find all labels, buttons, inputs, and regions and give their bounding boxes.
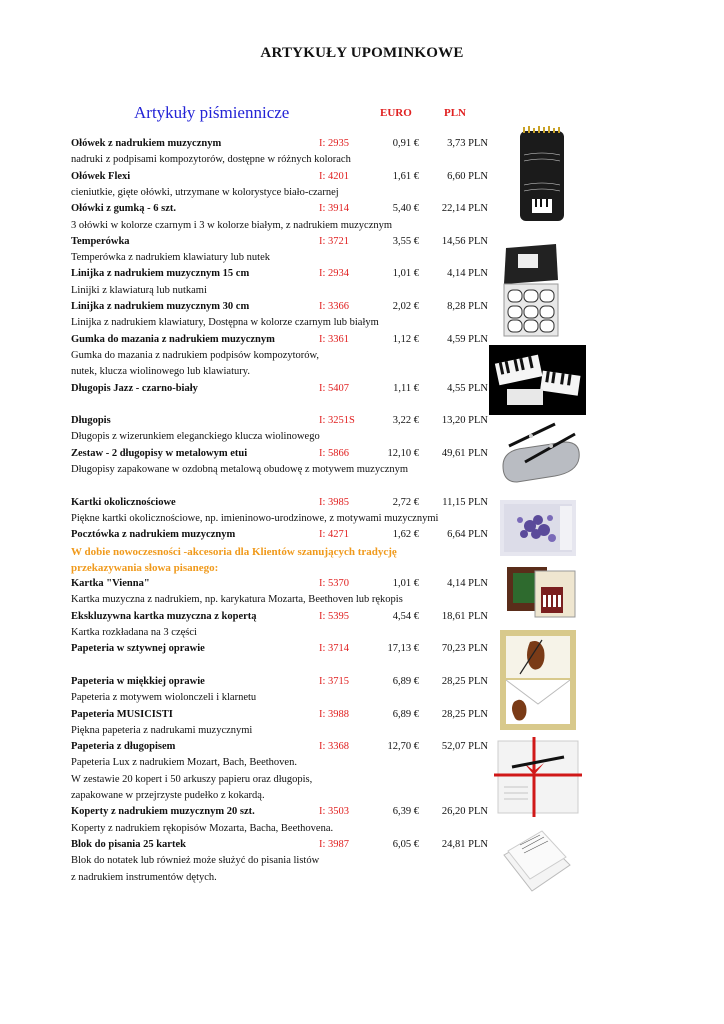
vienna-cards-image (505, 565, 577, 623)
product-name: Papeteria w sztywnej oprawie (71, 643, 205, 655)
product-description (71, 755, 501, 771)
product-row (71, 674, 501, 690)
column-header-pln: PLN (444, 107, 466, 119)
price-pln: 28,25 PLN (441, 708, 488, 720)
description-text: nutek, klucza wiolinowego lub klawiatury. (71, 366, 250, 378)
product-description (71, 250, 501, 266)
writing-pad-image (500, 825, 572, 895)
sharpeners-box-image (500, 240, 562, 340)
product-code: I: 3361 (319, 333, 350, 345)
price-pln: 11,15 PLN (442, 496, 488, 508)
description-text: Temperówka z nadrukiem klawiatury lub nutek (71, 252, 270, 264)
price-pln: 4,14 PLN (447, 578, 488, 590)
product-row (71, 234, 501, 250)
product-row (71, 266, 501, 282)
product-name: Kartki okolicznościowe (71, 496, 176, 508)
product-code: I: 5407 (319, 382, 350, 394)
product-code: I: 2935 (319, 138, 350, 149)
product-description (71, 788, 501, 804)
pencils-tube-image (512, 125, 572, 225)
description-text: Blok do notatek lub również może służyć do pisania listów (71, 855, 320, 867)
product-code: I: 3251S (319, 415, 355, 427)
product-description (71, 185, 501, 201)
price-pln: 26,20 PLN (441, 806, 488, 818)
section-heading: Artykuły piśmiennicze (134, 103, 290, 122)
price-euro: 6,39 € (392, 806, 419, 818)
product-name: Ołówki z gumką - 6 szt. (71, 203, 176, 215)
product-row (71, 804, 501, 820)
product-description (71, 690, 501, 706)
description-text: 3 ołówki w kolorze czarnym i 3 w kolorze białym, z nadrukiem muzycznym (71, 219, 393, 231)
product-description (71, 511, 501, 527)
description-text: Kartka rozkładana na 3 części (71, 627, 197, 638)
price-euro: 6,89 € (392, 675, 419, 687)
description-text: zapakowane w przejrzyste pudełko z kokardą. (71, 790, 265, 801)
description-text: Papeteria Lux z nadrukiem Mozart, Bach, Beethoven. (71, 757, 297, 769)
product-name: Ołówek z nadrukiem muzycznym (71, 138, 222, 149)
price-euro: 1,01 € (392, 268, 419, 280)
price-pln: 3,73 PLN (447, 138, 488, 149)
price-pln: 4,59 PLN (447, 333, 488, 345)
product-row (71, 413, 501, 429)
price-euro: 1,01 € (392, 578, 419, 590)
price-pln: 22,14 PLN (441, 203, 488, 215)
product-description (71, 625, 501, 641)
product-code: I: 4201 (319, 170, 350, 182)
price-pln: 18,61 PLN (441, 610, 488, 622)
product-row (71, 169, 501, 185)
product-row (71, 837, 501, 853)
product-code: I: 3988 (319, 708, 350, 720)
promo-text: przekazywania słowa pisanego: (71, 561, 219, 574)
product-name: Ekskluzywna kartka muzyczna z kopertą (71, 610, 257, 622)
description-text: Linijka z nadrukiem klawiatury, Dostępna w kolorze czarnym lub białym (71, 317, 379, 329)
price-pln: 8,28 PLN (447, 301, 488, 312)
price-euro: 12,70 € (387, 741, 419, 753)
product-code: I: 5866 (319, 447, 350, 459)
product-code: I: 3503 (319, 806, 350, 818)
product-description (71, 723, 501, 739)
price-pln: 24,81 PLN (441, 838, 488, 850)
product-name: Temperówka (71, 235, 130, 247)
spacer (71, 478, 501, 494)
product-code: I: 3366 (319, 301, 350, 312)
description-text: Linijki z klawiaturą lub nutkami (71, 284, 207, 296)
product-name: Linijka z nadrukiem muzycznym 15 cm (71, 268, 250, 280)
description-text: z nadrukiem instrumentów dętych. (71, 871, 217, 883)
product-name: Długopis (71, 415, 111, 427)
price-euro: 3,22 € (392, 415, 419, 427)
product-description (71, 348, 501, 364)
description-text: nadruki z podpisami kompozytorów, dostępne w różnych kolorach (71, 154, 351, 166)
product-row (71, 201, 501, 217)
greeting-cards-image (500, 500, 576, 556)
page-title: ARTYKUŁY UPOMINKOWE (260, 45, 464, 61)
column-header-euro: EURO (380, 107, 412, 119)
price-pln: 13,20 PLN (441, 415, 488, 427)
price-pln: 6,60 PLN (447, 170, 488, 182)
description-text: Długopisy zapakowane w ozdobną metalową obudowę z motywem muzycznym (71, 464, 409, 475)
product-code: I: 4271 (319, 529, 350, 541)
price-euro: 6,05 € (392, 838, 419, 850)
description-text: Koperty z nadrukiem rękopisów Mozarta, Bacha, Beethovena. (71, 822, 334, 834)
product-description (71, 283, 501, 299)
description-text: Piękne kartki okolicznościowe, np. imieninowo-urodzinowe, z motywami muzycznymi (71, 512, 439, 524)
price-euro: 1,12 € (392, 333, 419, 345)
product-name: Papeteria z długopisem (71, 741, 176, 753)
product-description (71, 429, 501, 445)
stationery-image (500, 630, 576, 730)
product-code: I: 3721 (319, 235, 350, 247)
price-euro: 1,62 € (392, 529, 419, 541)
product-row (71, 299, 501, 315)
product-description (71, 853, 501, 869)
price-pln: 49,61 PLN (441, 447, 488, 459)
product-name: Papeteria MUSICISTI (71, 708, 173, 720)
price-euro: 4,54 € (392, 610, 419, 622)
product-description (71, 821, 501, 837)
price-euro: 2,72 € (392, 496, 419, 508)
product-name: Pocztówka z nadrukiem muzycznym (71, 529, 236, 541)
product-description (71, 152, 501, 168)
product-code: I: 3714 (319, 643, 350, 655)
price-euro: 0,91 € (392, 138, 419, 149)
product-code: I: 3985 (319, 496, 350, 508)
product-name: Zestaw - 2 długopisy w metalowym etui (71, 447, 248, 459)
product-description (71, 218, 501, 234)
price-euro: 6,89 € (392, 708, 419, 720)
product-row (71, 446, 501, 462)
product-name: Ołówek Flexi (71, 170, 131, 182)
product-name: Długopis Jazz - czarno-biały (71, 382, 198, 394)
product-code: I: 3715 (319, 675, 350, 687)
product-row (71, 641, 501, 657)
price-euro: 2,02 € (392, 301, 419, 312)
product-description (71, 870, 501, 886)
promo-line (71, 544, 501, 560)
product-code: I: 2934 (319, 268, 350, 280)
product-name: Blok do pisania 25 kartek (71, 838, 186, 850)
spacer (71, 397, 501, 413)
description-text: cieniutkie, gięte ołówki, utrzymane w kolorystyce biało-czarnej (71, 186, 339, 198)
product-name: Gumka do mazania z nadrukiem muzycznym (71, 333, 275, 345)
product-name: Kartka "Vienna" (71, 578, 150, 590)
product-code: I: 5370 (319, 578, 350, 590)
product-code: I: 3368 (319, 741, 350, 753)
erasers-image (489, 345, 586, 415)
pens-case-image (495, 420, 583, 492)
product-row (71, 707, 501, 723)
product-code: I: 5395 (319, 610, 350, 622)
description-text: W zestawie 20 kopert i 50 arkuszy papieru oraz długopis, (71, 773, 313, 785)
description-text: Piękna papeteria z nadrukami muzycznymi (71, 724, 253, 736)
spacer (71, 658, 501, 674)
price-pln: 52,07 PLN (441, 741, 488, 753)
product-code: I: 3914 (319, 203, 350, 215)
product-description (71, 592, 501, 608)
product-name: Koperty z nadrukiem muzycznym 20 szt. (71, 806, 255, 818)
product-code: I: 3987 (319, 838, 350, 850)
description-text: Długopis z wizerunkiem eleganckiego klucza wiolinowego (71, 431, 320, 443)
promo-line (71, 560, 501, 576)
product-row (71, 609, 501, 625)
price-euro: 1,61 € (392, 170, 419, 182)
product-row (71, 495, 501, 511)
description-text: Papeteria z motywem wiolonczeli i klarnetu (71, 692, 257, 704)
price-euro: 3,55 € (392, 235, 419, 247)
product-description (71, 462, 501, 478)
product-row (71, 527, 501, 543)
price-pln: 14,56 PLN (441, 235, 488, 247)
product-row (71, 576, 501, 592)
product-row (71, 739, 501, 755)
price-pln: 70,23 PLN (441, 643, 488, 655)
price-pln: 6,64 PLN (447, 529, 488, 541)
product-name: Linijka z nadrukiem muzycznym 30 cm (71, 301, 250, 312)
promo-text: W dobie nowoczesności -akcesoria dla Klientów szanujących tradycję (71, 545, 397, 558)
product-row (71, 332, 501, 348)
price-euro: 17,13 € (387, 643, 419, 655)
stationery-with-pen-image (494, 737, 582, 817)
description-text: Kartka muzyczna z nadrukiem, np. karykatura Mozarta, Beethoven lub rękopis (71, 594, 403, 606)
product-name: Papeteria w miękkiej oprawie (71, 675, 205, 687)
price-euro: 1,11 € (393, 382, 419, 394)
price-euro: 5,40 € (392, 203, 419, 215)
product-description (71, 315, 501, 331)
price-pln: 28,25 PLN (441, 675, 488, 687)
product-description (71, 364, 501, 380)
price-pln: 4,14 PLN (447, 268, 488, 280)
price-pln: 4,55 PLN (447, 382, 488, 394)
product-description (71, 772, 501, 788)
product-row (71, 381, 501, 397)
product-row (71, 136, 501, 152)
price-euro: 12,10 € (387, 447, 419, 459)
description-text: Gumka do mazania z nadrukiem podpisów kompozytorów, (71, 349, 320, 361)
